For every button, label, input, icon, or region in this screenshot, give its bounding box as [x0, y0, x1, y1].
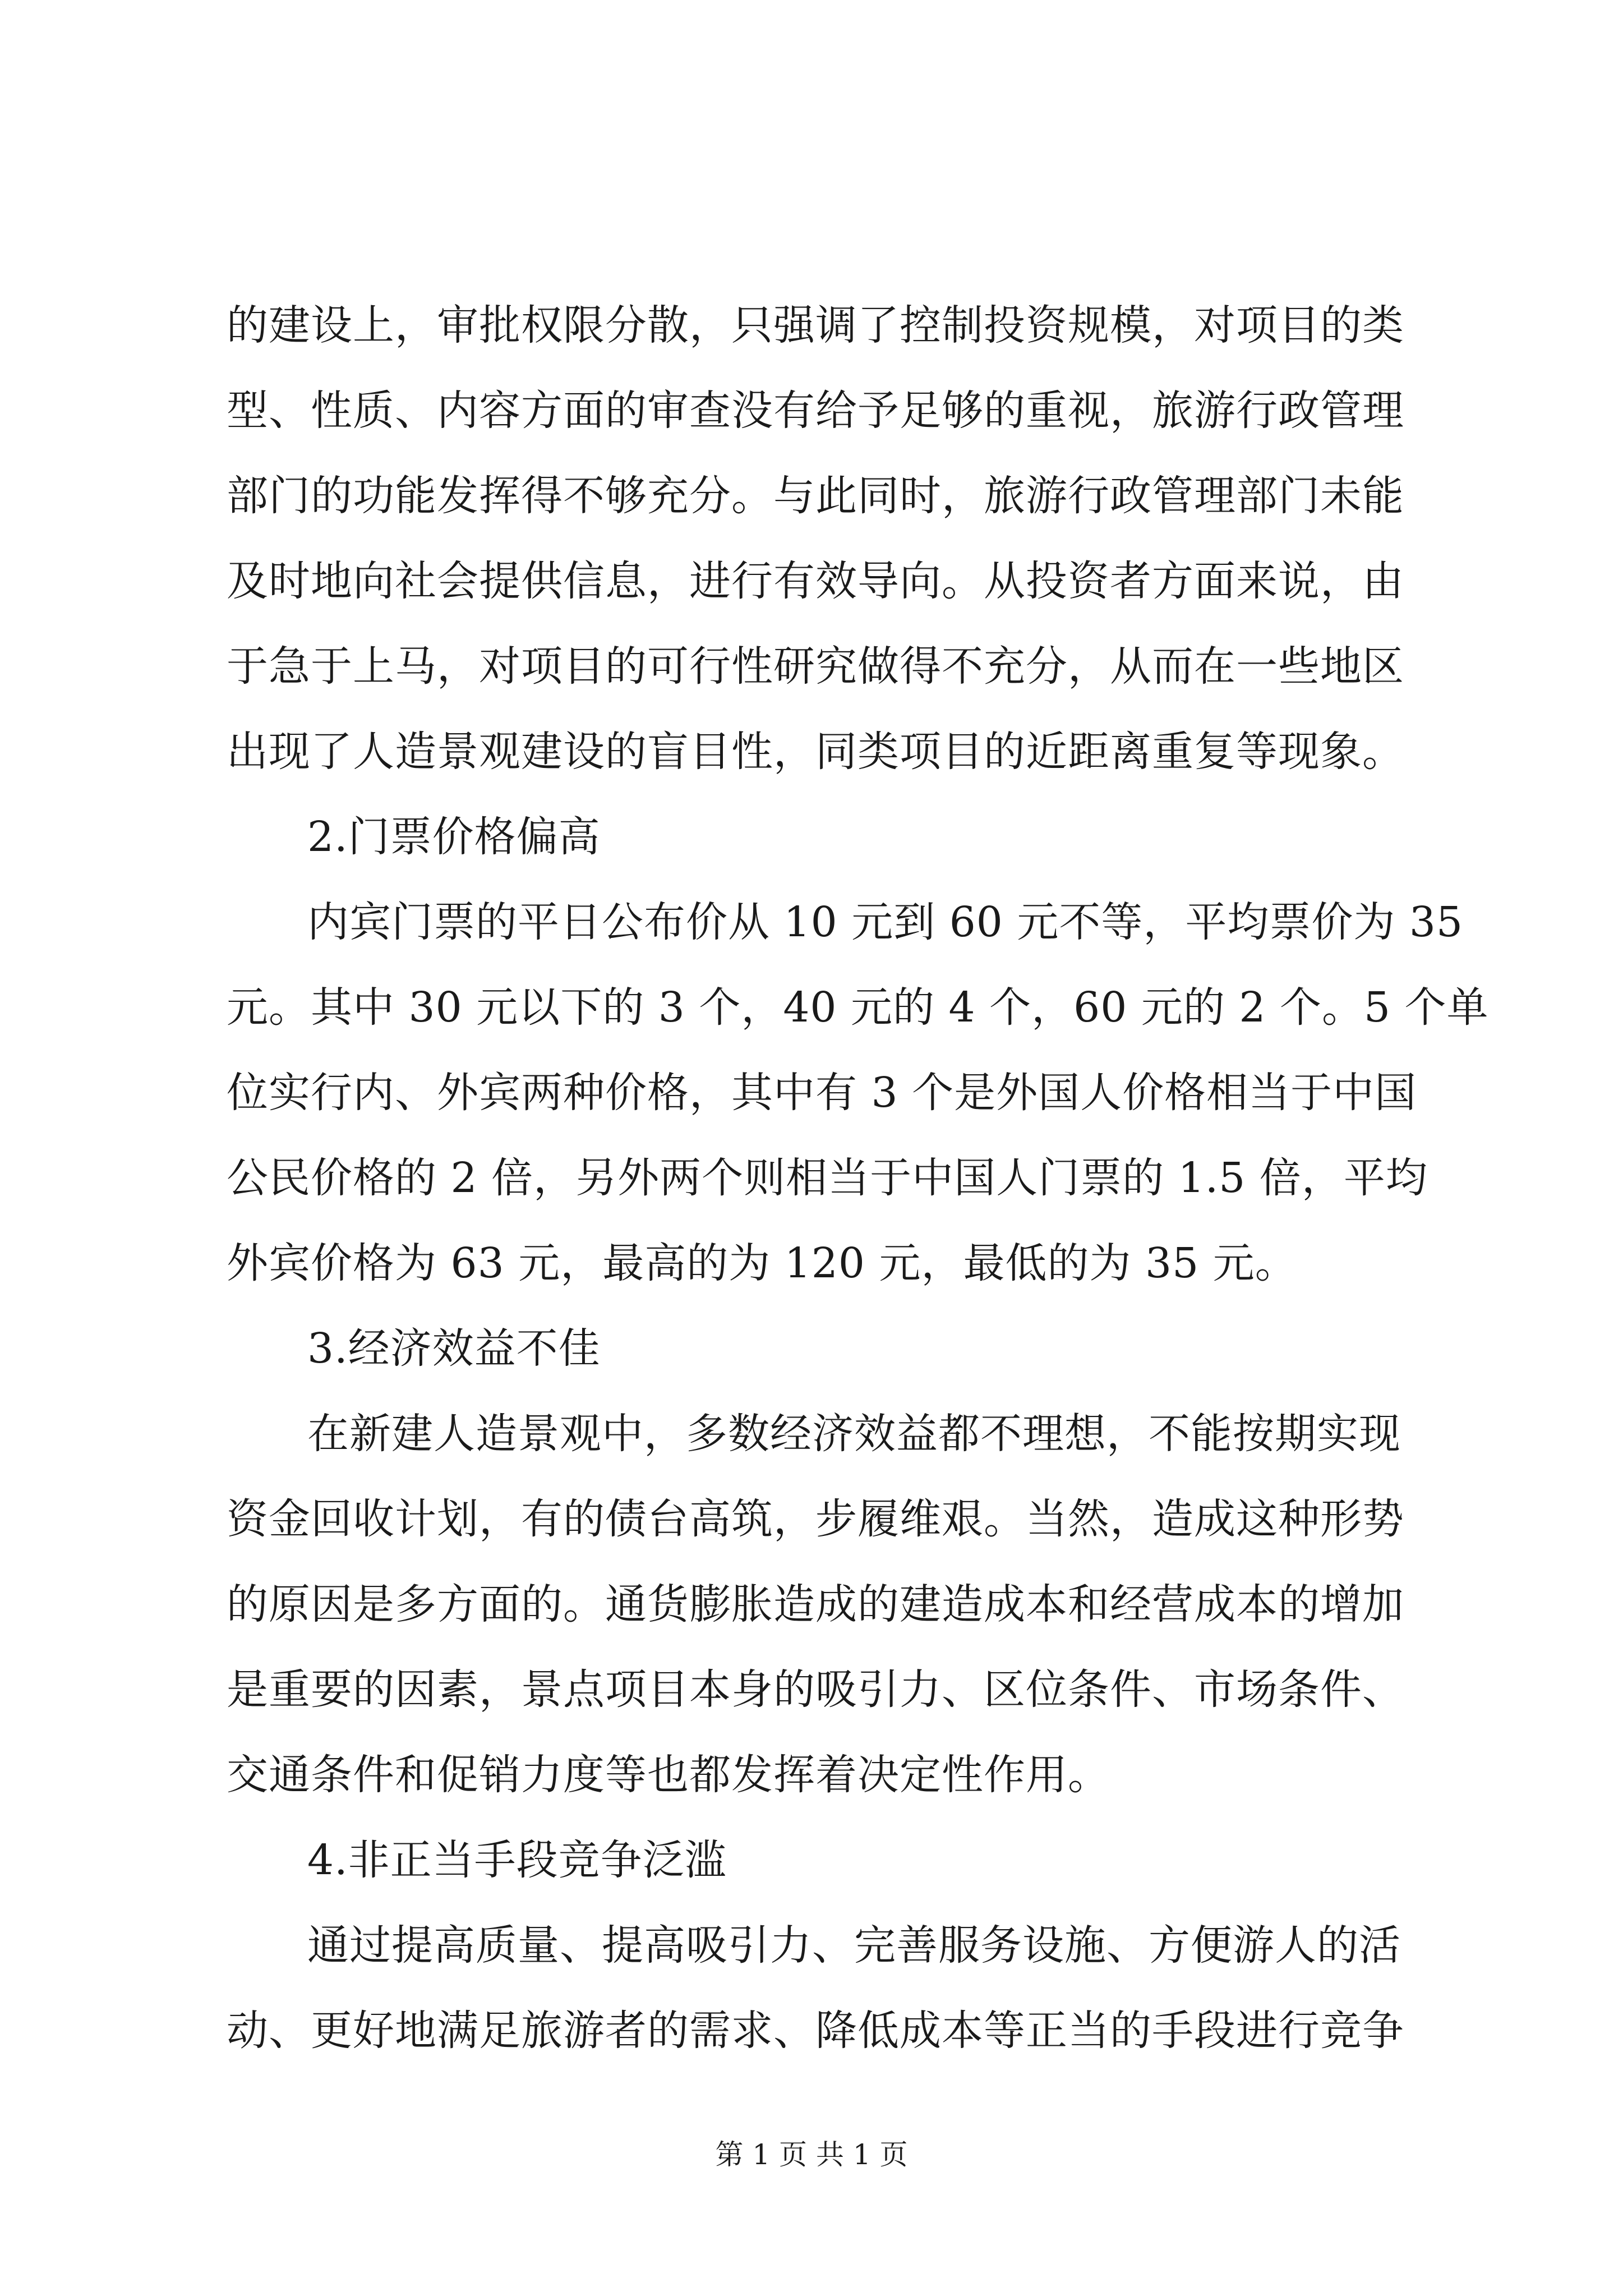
text-line: 型、性质、内容方面的审查没有给予足够的重视，旅游行政管理 [227, 386, 1404, 435]
page-footer: 第 1 页 共 1 页 [715, 2138, 908, 2171]
text-line: 位实行内、外宾两种价格，其中有 3 个是外国人价格相当于中国 [227, 1069, 1417, 1117]
text-line: 的原因是多方面的。通货膨胀造成的建造成本和经营成本的增加 [227, 1580, 1404, 1628]
text-line: 部门的功能发挥得不够充分。与此同时，旅游行政管理部门未能 [227, 472, 1404, 520]
section-heading: 2.门票价格偏高 [307, 813, 601, 861]
text-line: 及时地向社会提供信息，进行有效导向。从投资者方面来说，由 [227, 557, 1404, 605]
text-line: 内宾门票的平日公布价从 10 元到 60 元不等，平均票价为 35 [307, 898, 1464, 946]
text-line: 的建设上，审批权限分散，只强调了控制投资规模，对项目的类 [227, 301, 1404, 349]
text-line: 出现了人造景观建设的盲目性，同类项目的近距离重复等现象。 [227, 728, 1404, 776]
text-line: 通过提高质量、提高吸引力、完善服务设施、方便游人的活 [307, 1921, 1401, 1970]
text-line: 在新建人造景观中，多数经济效益都不理想，不能按期实现 [307, 1410, 1401, 1458]
text-line: 外宾价格为 63 元，最高的为 120 元，最低的为 35 元。 [227, 1239, 1297, 1287]
text-line: 交通条件和促销力度等也都发挥着决定性作用。 [227, 1751, 1110, 1799]
text-line: 动、更好地满足旅游者的需求、降低成本等正当的手段进行竞争 [227, 2007, 1404, 2055]
section-heading: 4.非正当手段竞争泛滥 [307, 1836, 727, 1884]
section-heading: 3.经济效益不佳 [307, 1324, 601, 1373]
text-line: 元。其中 30 元以下的 3 个，40 元的 4 个，60 元的 2 个。5 个单 [227, 983, 1489, 1032]
text-line: 公民价格的 2 倍，另外两个则相当于中国人门票的 1.5 倍，平均 [227, 1154, 1428, 1202]
text-line: 资金回收计划，有的债台高筑，步履维艰。当然，造成这种形势 [227, 1495, 1404, 1543]
text-line: 是重要的因素，景点项目本身的吸引力、区位条件、市场条件、 [227, 1665, 1404, 1714]
text-line: 于急于上马，对项目的可行性研究做得不充分，从而在一些地区 [227, 642, 1404, 691]
